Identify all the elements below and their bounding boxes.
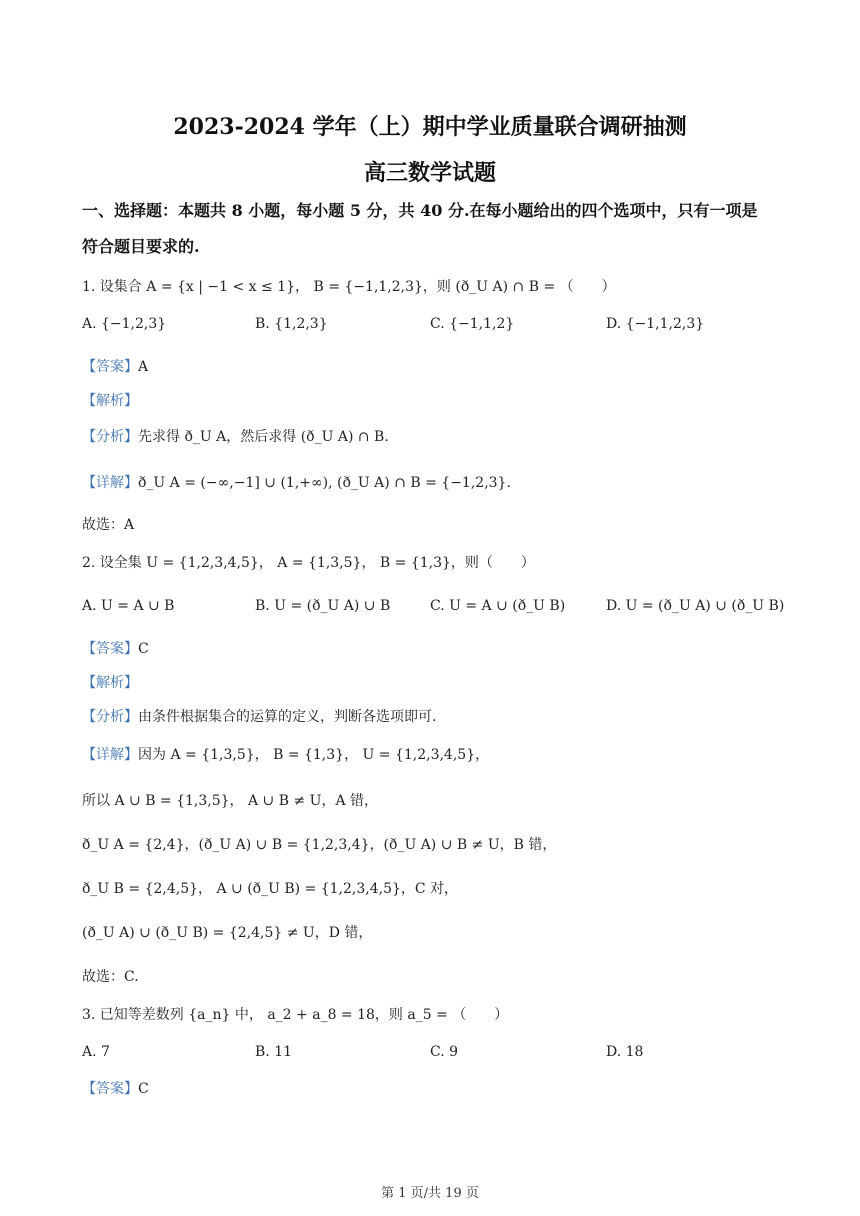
q2-step-3: ð_U B = {2,4,5}， A ∪ (ð_U B) = {1,2,3,4,5}，C 对， — [82, 881, 459, 897]
q2-conclusion: 故选：C. — [82, 969, 139, 985]
q1-stem: 1. 设集合 A = {x | −1 < x ≤ 1}， B = {−1,1,2,3}，则 (ð_U A) ∩ B = （ ） — [82, 279, 616, 295]
q2-step-1: 所以 A ∪ B = {1,3,5}， A ∪ B ≠ U，A 错， — [82, 793, 379, 809]
q2-step-2: ð_U A = {2,4}，(ð_U A) ∪ B = {1,2,3,4}，(ð_U A) ∪ B ≠ U，B 错， — [82, 837, 557, 853]
q1-analysis-label: 【解析】 — [82, 393, 138, 409]
section-heading-line2: 符合题目要求的. — [82, 237, 200, 256]
q3-answer: 【答案】C — [82, 1081, 149, 1097]
q1-conclusion: 故选：A — [82, 517, 135, 533]
page-footer: 第 1 页/共 19 页 — [381, 1186, 479, 1201]
q1-xiangjie: 【详解】ð_U A = (−∞,−1] ∪ (1,+∞), (ð_U A) ∩ B = {−1,2,3}. — [82, 475, 511, 491]
q2-xiangjie: 【详解】因为 A = {1,3,5}， B = {1,3}， U = {1,2,3,4,5}， — [82, 747, 490, 763]
q2-analysis-label: 【解析】 — [82, 675, 138, 691]
q2-option-c: C. U = A ∪ (ð_U B) — [430, 598, 566, 614]
q1-fenxi: 【分析】先求得 ð_U A，然后求得 (ð_U A) ∩ B. — [82, 429, 389, 445]
q2-answer: 【答案】C — [82, 641, 149, 657]
q3-stem: 3. 已知等差数列 {a_n} 中， a_2 + a_8 = 18，则 a_5 = （ ） — [82, 1007, 509, 1023]
q1-answer: 【答案】A — [82, 359, 149, 375]
page-title: 2023-2024 学年（上）期中学业质量联合调研抽测 — [173, 114, 687, 140]
q2-fenxi: 【分析】由条件根据集合的运算的定义，判断各选项即可. — [82, 709, 437, 725]
q2-option-a: A. U = A ∪ B — [82, 598, 175, 614]
q2-step-4: (ð_U A) ∪ (ð_U B) = {2,4,5} ≠ U，D 错， — [82, 925, 373, 941]
q3-option-a: A. 7 — [82, 1044, 110, 1060]
q2-stem: 2. 设全集 U = {1,2,3,4,5}， A = {1,3,5}， B = {1,3}，则（ ） — [82, 555, 535, 571]
q3-option-d: D. 18 — [606, 1044, 644, 1060]
page-subtitle: 高三数学试题 — [363, 160, 496, 186]
q2-option-b: B. U = (ð_U A) ∪ B — [255, 598, 391, 614]
q3-option-b: B. 11 — [255, 1044, 293, 1060]
q3-option-c: C. 9 — [430, 1044, 459, 1060]
section-heading-line1: 一、选择题：本题共 8 小题，每小题 5 分，共 40 分.在每小题给出的四个选项中，只有一项是 — [82, 201, 758, 220]
q1-option-a: A. {−1,2,3} — [82, 316, 167, 332]
q2-option-d: D. U = (ð_U A) ∪ (ð_U B) — [606, 598, 785, 614]
q1-option-d: D. {−1,1,2,3} — [606, 316, 705, 332]
q1-option-c: C. {−1,1,2} — [430, 316, 515, 332]
q1-option-b: B. {1,2,3} — [255, 316, 328, 332]
